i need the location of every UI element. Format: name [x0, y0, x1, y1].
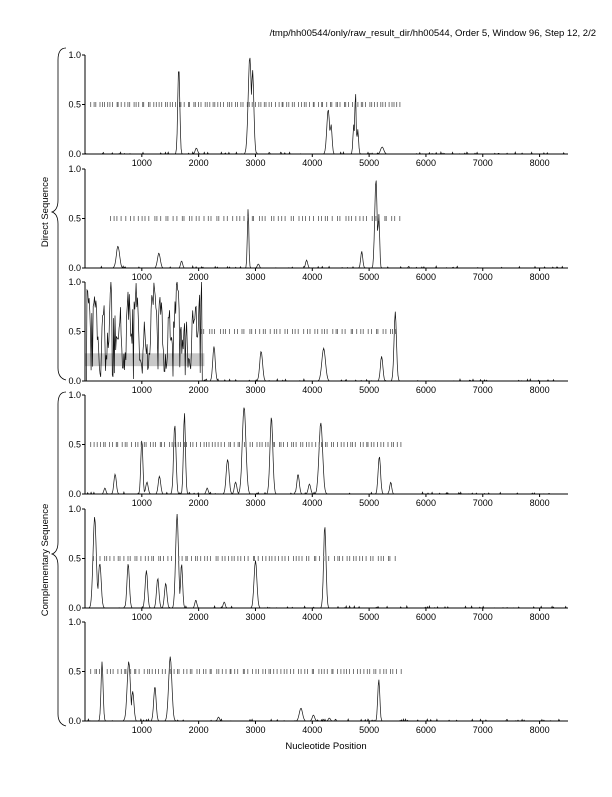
direct-brace: [52, 48, 66, 380]
x-tick-label: 1000: [131, 272, 152, 282]
x-tick-label: 1000: [131, 385, 152, 395]
x-tick-label: 8000: [529, 272, 550, 282]
x-tick-label: 2000: [188, 158, 209, 168]
x-tick-label: 6000: [415, 158, 436, 168]
x-tick-label: 5000: [359, 498, 380, 508]
panel-3: [68, 277, 568, 395]
x-tick-label: 2000: [188, 612, 209, 622]
x-tick-label: 3000: [245, 385, 266, 395]
figure-title: /tmp/hh00544/only/raw_result_dir/hh00544, Order 5, Window 96, Step 12, 2/2: [269, 28, 596, 39]
x-tick-label: 5000: [359, 612, 380, 622]
y-tick-label: 0.5: [68, 666, 81, 677]
signal-trace: [85, 657, 568, 721]
y-tick-label: 0.5: [68, 213, 81, 224]
signal-trace: [85, 408, 568, 494]
y-tick-label: 1.0: [68, 617, 81, 627]
y-tick-label: 1.0: [68, 277, 81, 287]
y-tick-label: 0.5: [68, 439, 81, 450]
x-tick-label: 4000: [302, 612, 323, 622]
x-tick-label: 4000: [302, 498, 323, 508]
panel-5: [68, 504, 568, 622]
x-tick-label: 8000: [529, 725, 550, 735]
x-tick-label: 4000: [302, 158, 323, 168]
x-tick-label: 5000: [359, 725, 380, 735]
panel-2: [68, 164, 568, 282]
y-tick-label: 0.5: [68, 326, 81, 337]
y-tick-label: 1.0: [68, 164, 81, 174]
x-tick-label: 8000: [529, 612, 550, 622]
y-tick-label: 1.0: [68, 504, 81, 514]
x-axis-label: Nucleotide Position: [285, 741, 367, 752]
x-tick-label: 3000: [245, 272, 266, 282]
y-tick-label: 0.0: [68, 376, 81, 386]
x-tick-label: 3000: [245, 725, 266, 735]
x-tick-label: 6000: [415, 498, 436, 508]
x-tick-label: 6000: [415, 725, 436, 735]
x-tick-label: 3000: [245, 612, 266, 622]
x-tick-label: 7000: [472, 272, 493, 282]
panel-6: [68, 617, 568, 735]
panel-4: [68, 390, 568, 508]
signal-trace: [85, 181, 568, 269]
x-tick-label: 2000: [188, 725, 209, 735]
x-tick-label: 8000: [529, 498, 550, 508]
x-tick-label: 7000: [472, 725, 493, 735]
y-tick-label: 1.0: [68, 390, 81, 400]
x-tick-label: 7000: [472, 385, 493, 395]
complementary-sequence-label: Complementary Sequence: [40, 503, 51, 617]
x-tick-label: 2000: [188, 498, 209, 508]
x-tick-label: 5000: [359, 158, 380, 168]
x-tick-label: 5000: [359, 272, 380, 282]
x-tick-label: 7000: [472, 498, 493, 508]
y-tick-label: 1.0: [68, 50, 81, 60]
y-tick-label: 0.0: [68, 716, 81, 726]
x-tick-label: 7000: [472, 612, 493, 622]
y-tick-label: 0.5: [68, 553, 81, 564]
y-tick-label: 0.0: [68, 263, 81, 273]
x-tick-label: 1000: [131, 498, 152, 508]
x-tick-label: 7000: [472, 158, 493, 168]
x-tick-label: 5000: [359, 385, 380, 395]
x-tick-label: 8000: [529, 385, 550, 395]
x-tick-label: 2000: [188, 272, 209, 282]
y-tick-label: 0.0: [68, 489, 81, 499]
x-tick-label: 6000: [415, 385, 436, 395]
complementary-brace: [52, 392, 66, 726]
y-tick-label: 0.5: [68, 99, 81, 110]
x-tick-label: 2000: [188, 385, 209, 395]
x-tick-label: 8000: [529, 158, 550, 168]
direct-sequence-label: Direct Sequence: [40, 176, 51, 248]
panel-1: [68, 50, 568, 168]
highlight-band: [85, 353, 204, 366]
x-tick-label: 1000: [131, 612, 152, 622]
x-tick-label: 4000: [302, 385, 323, 395]
y-tick-label: 0.0: [68, 603, 81, 613]
x-tick-label: 4000: [302, 725, 323, 735]
x-tick-label: 1000: [131, 725, 152, 735]
x-tick-label: 3000: [245, 498, 266, 508]
panels-group: [68, 50, 568, 735]
x-tick-label: 3000: [245, 158, 266, 168]
x-tick-label: 1000: [131, 158, 152, 168]
x-tick-label: 6000: [415, 272, 436, 282]
x-tick-label: 6000: [415, 612, 436, 622]
x-tick-label: 4000: [302, 272, 323, 282]
y-tick-label: 0.0: [68, 149, 81, 159]
